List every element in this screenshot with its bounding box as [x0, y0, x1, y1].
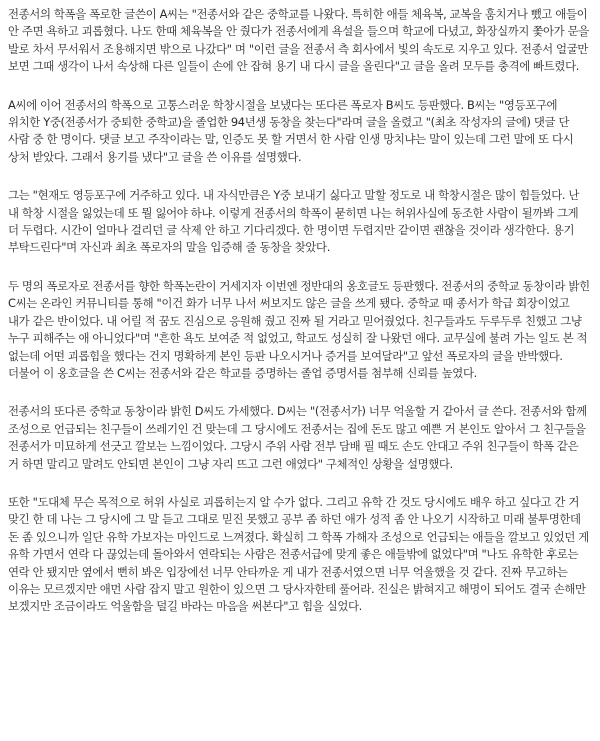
paragraph-2: A씨에 이어 전종서의 학폭으로 고통스러운 학창시절을 보냈다는 또다른 폭로자 B씨도 등판했다. B씨는 "영등포구에 위치한 Y중(전종서가 중퇴한 중학교)을 졸업한 94년생 동창을 찾는다"라며 글을 올렸고 "(최초 작성자의 글에) 댓글 단 사람 중 한 명이다. 댓글 보고 주작이라는 말, 인증도 못 할 거면서 한 사람 인생 망치냐는 말이 있는데 그런 말에 또 다시 상처 받았다. 그래서 용기를 냈다"고 글을 쓴 이유를 설명했다.	[8, 97, 574, 164]
paragraph-6: 또한 "도대체 무슨 목적으로 허위 사실로 괴롭히는지 알 수가 없다. 그리고 유학 간 것도 당시에도 배우 하고 싶다고 간 거 맞긴 한 데 나는 그 당시에 그 말 듣고 그대로 믿진 못했고 공부 좀 하던 애가 성적 좀 안 나오기 시작하고 미래 불투명한데 돈 좀 있으니까 일단 유학 가보자는 마인드로 느껴졌다. 확실히 그 학폭 가해자 조성으로 언급되는 애들을 깔보고 있었던 게 유학 가면서 연락 다 끊었는데 돌아와서 연락되는 사람은 전종서급에 맞게 좋은 애들밖에 없었다"며 "나도 유학한 후로는 연락 안 됐지만 옆에서 뻔히 봐온 입장에선 너무 안타까운 게 내가 전종서였으면 너무 억울했을 것 같다. 진짜 무고하는 이유는 모르겠지만 애먼 사람 잡지 말고 원한이 있으면 그 당사자한테 풀어라. 진실은 밝혀지고 해명이 되어도 결국 손해만 보겠지만 조금이라도 억울함을 덜길 바라는 마음을 써본다"고 힘을 실었다.	[8, 494, 589, 614]
paragraph-4: 두 명의 폭로자로 전종서를 향한 학폭논란이 거세지자 이번엔 정반대의 옹호글도 등판했다. 전종서의 중학교 동창이라 밝힌 C씨는 온라인 커뮤니티를 통해 "이건 화가 너무 나서 써보지도 않은 글을 쓰게 됐다. 중학교 때 종서가 학급 회장이었고 내가 같은 반이었다. 내 어릴 적 꿈도 진심으로 응원해 줬고 진짜 될 거라고 믿어줬었다. 친구들과도 두루두루 친했고 그냥 누구 피해주는 애 아니었다"며 "흔한 욕도 보여준 적 없었고, 학교도 성실히 잘 나왔던 애다. 교무실에 불려 가는 일도 본 적 없는데 어떤 괴롭힘을 했다는 건지 명확하게 본인 등판 나오시거나 증거를 보여달라"고 앞선 폭로자의 글을 반박했다. 더불어 이 옹호글을 쓴 C씨는 전종서와 같은 학교를 증명하는 졸업 증명서를 첨부해 신뢰를 높였다.	[8, 278, 590, 380]
paragraph-3: 그는 "현재도 영등포구에 거주하고 있다. 내 자식만큼은 Y중 보내기 싫다고 말할 정도로 내 학창시절은 많이 힘들었다. 난 내 학창 시절을 잃었는데 또 뭘 잃어야 하냐. 이렇게 전종서의 학폭이 묻히면 나는 허위사실에 동조한 사람이 될까봐 그게 더 두렵다. 시간이 얼마나 걸리던 글 삭제 안 하고 기다리겠다. 한 명이면 두렵지만 같이면 괜찮을 것이라 생각한다. 용기 부탁드린다"며 자신과 최초 폭로자의 말을 입증해 줄 동창을 찾았다.	[8, 188, 580, 255]
paragraph-5: 전종서의 또다른 중학교 동창이라 밝힌 D씨도 가세했다. D씨는 "(전종서가) 너무 억울할 거 같아서 글 쓴다. 전종서와 함께 조성으로 언급되는 친구들이 쓰레기인 건 맞는데 그 당시에도 전종서는 집에 돈도 많고 예쁜 거 본인도 알아서 그 친구들을 전종서가 미묘하게 선긋고 깔보는 느낌이었다. 그당시 주위 사람 전부 담배 필 때도 손도 안대고 주위 친구들이 학폭 같은 거 하면 말리고 말려도 안되면 본인이 그냥 자리 뜨고 그런 애였다" 구체적인 상황을 설명했다.	[8, 404, 587, 471]
paragraph-1: 전종서의 학폭을 폭로한 글쓴이 A씨는 "전종서와 같은 중학교를 나왔다. 특히한 애들 체육복, 교복을 훔치거나 뺐고 애들이 안 주면 욕하고 괴롭혔다. 나도 한때 체육복을 안 줬다가 전종서에게 욕설을 들으며 학교에 다녔고, 화장실까지 쫓아가 문을 발로 차서 무서워서 조용해지면 밖으로 나갔다" 며 "이런 글을 전종서 측 회사에서 빛의 속도로 지우고 있다. 전종서 얼굴만 보면 그때 생각이 나서 속상해 다른 일들이 손에 안 잡혀 용기 내 다시 글을 올린다"고 글을 올려 모두를 충격에 빠트렸다.	[8, 7, 589, 74]
